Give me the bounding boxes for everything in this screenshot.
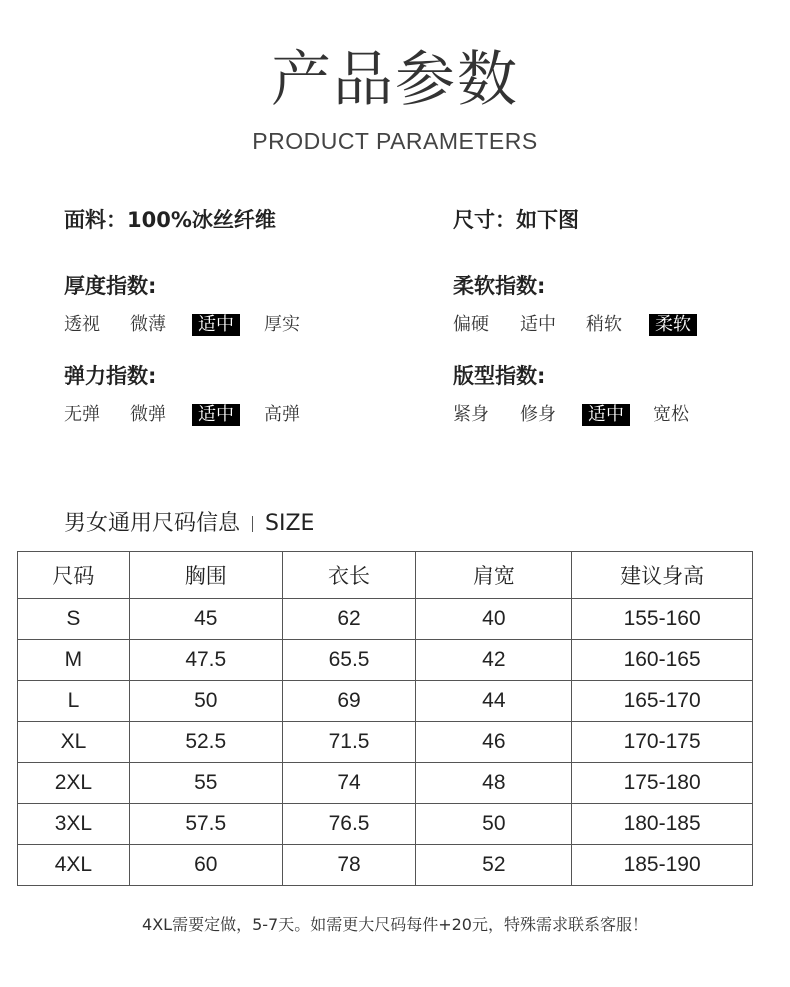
- cell-size: 4XL: [18, 845, 130, 886]
- cell-size: M: [18, 640, 130, 681]
- cell-chest: 45: [129, 599, 282, 640]
- cell-chest: 47.5: [129, 640, 282, 681]
- header-shoulder: 肩宽: [416, 552, 572, 599]
- header-height: 建议身高: [572, 552, 753, 599]
- size-heading-en: SIZE: [265, 511, 315, 536]
- cell-chest: 57.5: [129, 804, 282, 845]
- cell-size: 2XL: [18, 763, 130, 804]
- softness-option: 适中: [520, 314, 556, 335]
- cell-length: 76.5: [282, 804, 416, 845]
- cell-size: S: [18, 599, 130, 640]
- cell-height: 155-160: [572, 599, 753, 640]
- cell-size: XL: [18, 722, 130, 763]
- cell-length: 62: [282, 599, 416, 640]
- page-subtitle: PRODUCT PARAMETERS: [252, 128, 538, 154]
- fit-option: 修身: [520, 404, 556, 425]
- cell-height: 180-185: [572, 804, 753, 845]
- header-length: 衣长: [282, 552, 416, 599]
- table-row: [18, 640, 753, 681]
- header-chest: 胸围: [129, 552, 282, 599]
- cell-shoulder: 40: [416, 599, 572, 640]
- elasticity-option: 微弹: [130, 404, 166, 425]
- cell-shoulder: 42: [416, 640, 572, 681]
- thickness-heading: 厚度指数:: [64, 274, 157, 298]
- cell-shoulder: 52: [416, 845, 572, 886]
- size-heading-cn: 男女通用尺码信息: [64, 511, 241, 536]
- table-row: [18, 845, 753, 886]
- size-attribute: 尺寸：如下图: [453, 208, 579, 232]
- thickness-option: 厚实: [264, 314, 300, 335]
- softness-option: 柔软: [649, 314, 697, 336]
- fit-heading: 版型指数:: [453, 364, 546, 388]
- table-row: [18, 599, 753, 640]
- cell-shoulder: 48: [416, 763, 572, 804]
- header-size: 尺码: [18, 552, 130, 599]
- cell-chest: 52.5: [129, 722, 282, 763]
- fit-option: 适中: [582, 404, 630, 426]
- cell-shoulder: 44: [416, 681, 572, 722]
- cell-height: 185-190: [572, 845, 753, 886]
- thickness-option: 透视: [64, 314, 100, 335]
- cell-length: 65.5: [282, 640, 416, 681]
- cell-length: 69: [282, 681, 416, 722]
- cell-shoulder: 46: [416, 722, 572, 763]
- cell-height: 170-175: [572, 722, 753, 763]
- cell-chest: 55: [129, 763, 282, 804]
- cell-size: 3XL: [18, 804, 130, 845]
- softness-heading: 柔软指数:: [453, 274, 546, 298]
- cell-length: 78: [282, 845, 416, 886]
- table-row: [18, 681, 753, 722]
- elasticity-option: 高弹: [264, 404, 300, 425]
- cell-height: 175-180: [572, 763, 753, 804]
- thickness-option: 微薄: [130, 314, 166, 335]
- size-section-heading: [64, 506, 314, 537]
- fit-option: 紧身: [453, 404, 489, 425]
- table-row: [18, 804, 753, 845]
- elasticity-heading: 弹力指数:: [64, 364, 157, 388]
- thickness-option: 适中: [192, 314, 240, 336]
- cell-chest: 50: [129, 681, 282, 722]
- fit-option: 宽松: [653, 404, 689, 425]
- page-title: 产品参数: [271, 45, 519, 115]
- table-row: [18, 763, 753, 804]
- table-header-row: [18, 552, 753, 599]
- fabric-attribute: 面料：100%冰丝纤维: [64, 208, 276, 232]
- cell-length: 74: [282, 763, 416, 804]
- cell-size: L: [18, 681, 130, 722]
- cell-height: 160-165: [572, 640, 753, 681]
- cell-shoulder: 50: [416, 804, 572, 845]
- softness-option: 稍软: [586, 314, 622, 335]
- cell-length: 71.5: [282, 722, 416, 763]
- softness-option: 偏硬: [453, 314, 489, 335]
- table-row: [18, 722, 753, 763]
- size-table: [17, 551, 753, 886]
- heading-divider: [252, 516, 253, 532]
- cell-chest: 60: [129, 845, 282, 886]
- elasticity-option: 无弹: [64, 404, 100, 425]
- footnote: 4XL需要定做，5-7天。如需更大尺码每件+20元，特殊需求联系客服！: [142, 915, 648, 934]
- elasticity-option: 适中: [192, 404, 240, 426]
- cell-height: 165-170: [572, 681, 753, 722]
